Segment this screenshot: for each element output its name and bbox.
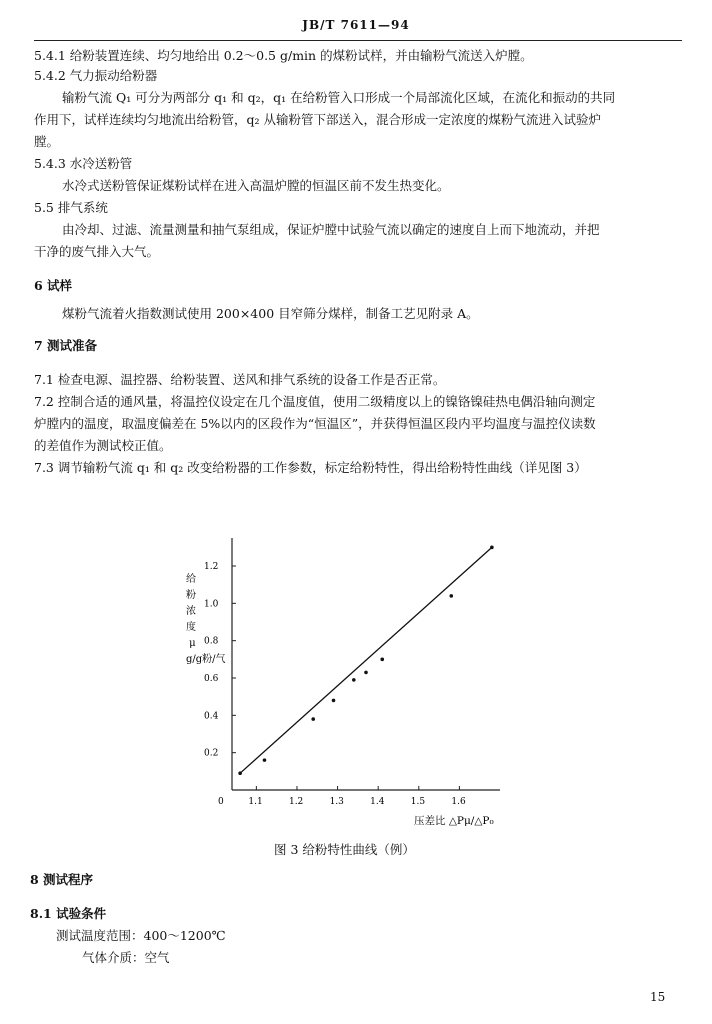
x-tick-label: 1.2 [288,797,304,807]
text-line: 7.2 控制合适的通风量，将温控仪设定在几个温度值，使用二级精度以上的镍铬镍硅热电偶沿轴向测定 [34,394,596,409]
text-line: 7.3 调节输粉气流 q₁ 和 q₂ 改变给粉器的工作参数，标定给粉特性，得出给粉特性曲线（详见图 3） [34,460,587,475]
text-line: 8 测试程序 [30,872,94,887]
text-line: 干净的废气排入大气。 [34,244,160,259]
text-line: 图 3 给粉特性曲线（例） [274,842,415,857]
text-line: 测试温度范围：400～1200℃ [56,928,226,943]
text-line: 由冷却、过滤、流量测量和抽气泵组成，保证炉膛中试验气流以确定的速度自上而下地流动，并把 [62,222,600,237]
series-line [240,547,492,773]
page-header: JB/T 7611—94 [302,18,410,32]
data-point [364,671,368,675]
x-tick-label: 1.5 [410,797,426,807]
text-line: 煤粉气流着火指数测试使用 200×400 目窄筛分煤样，制备工艺见附录 A。 [62,306,479,321]
text-line: 5.4.2 气力振动给粉器 [34,68,158,83]
data-point [352,678,356,682]
text-line: 8.1 试验条件 [30,906,107,921]
text-line: 5.4.3 水冷送粉管 [34,156,133,171]
text-line: 炉膛内的温度，取温度偏差在 5%以内的区段作为“恒温区”，并获得恒温区段内平均温度与温控仪读数 [34,416,596,431]
x-tick-label: 1.1 [248,797,263,807]
x-axis-label: 压差比 △Pμ/△P₀ [414,815,494,827]
text-line: 的差值作为测试校正值。 [34,438,172,453]
data-point [238,771,242,775]
text-line: 5.5 排气系统 [34,200,108,215]
text-line: 6 试样 [34,278,73,293]
data-point [311,717,315,721]
page-number: 15 [650,990,666,1004]
x-tick-label: 1.4 [370,797,385,807]
y-tick-label: 0.4 [204,711,219,722]
data-point [449,594,453,598]
x-tick-label: 1.3 [329,797,344,807]
origin-label: 0 [218,797,224,807]
text-line: 气体介质：空气 [82,950,170,965]
text-line: 水冷式送粉管保证煤粉试样在进入高温炉膛的恒温区前不发生热变化。 [62,178,450,193]
text-line: 膛。 [34,134,60,149]
y-tick-label: 0.6 [204,674,219,684]
y-tick-label: 1.0 [204,599,219,610]
data-point [490,546,494,550]
y-tick-label: 0.2 [204,748,219,759]
data-point [263,758,267,762]
text-line: 7.1 检查电源、温控器、给粉装置、送风和排气系统的设备工作是否正常。 [34,372,446,387]
text-line: 输粉气流 Q₁ 可分为两部分 q₁ 和 q₂，q₁ 在给粉管入口形成一个局部流化区域，在流化和振动的共同 [62,90,616,105]
y-tick-label: 1.2 [204,562,219,572]
text-line: 7 测试准备 [34,338,98,353]
data-point [380,658,384,662]
y-tick-label: 0.8 [204,636,219,647]
y-axis-label: 给粉浓度 μ g/g粉/气 [186,574,226,665]
text-line: 作用下，试样连续均匀地流出给粉管，q₂ 从输粉管下部送入，混合形成一定浓度的煤粉气流进入试验炉 [34,112,601,127]
text-line: 5.4.1 给粉装置连续、均匀地给出 0.2～0.5 g/min 的煤粉试样，并由输粉气流送入炉膛。 [34,48,533,63]
x-tick-label: 1.6 [451,797,466,807]
data-point [332,699,336,703]
